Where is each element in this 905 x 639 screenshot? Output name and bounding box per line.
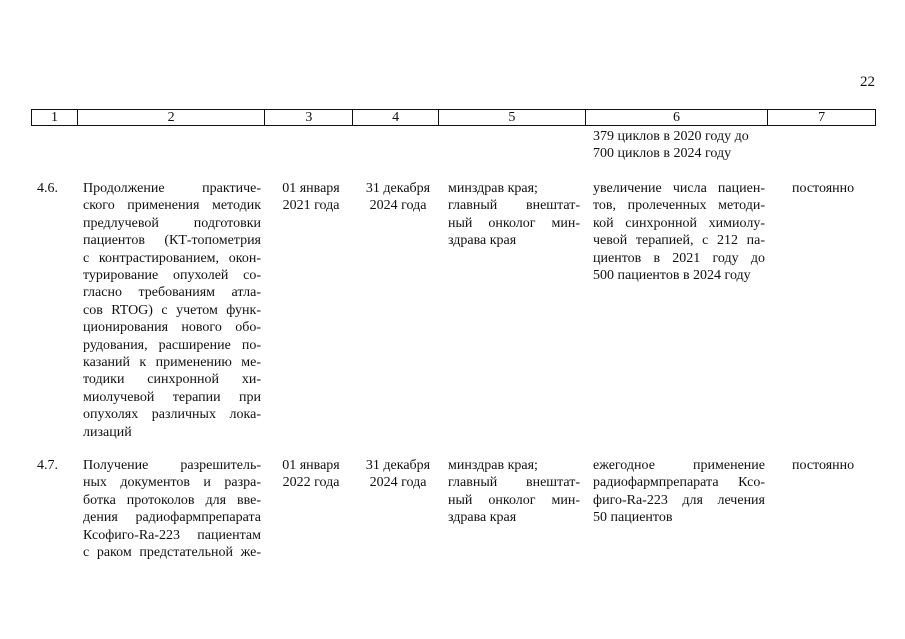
text-line: лизаций: [83, 424, 132, 440]
text-line: ежегодное применение: [593, 458, 765, 473]
measure-description: [83, 180, 261, 441]
text-line: ных документов и разра-: [83, 475, 261, 491]
text-line: Ксофиго-Ra-223 пациентам: [83, 527, 261, 543]
text-line: казаний к применению ме-: [83, 355, 261, 371]
column-number: 7: [818, 109, 826, 125]
text-line: увеличение числа пациен-: [593, 181, 765, 196]
text-line: предлучевой подготовки: [83, 215, 261, 231]
text-line: 01 января: [282, 458, 340, 473]
column-number-header: [31, 109, 876, 126]
text-line: чевой терапией, с 212 па-: [593, 233, 765, 249]
text-line: дения радиофармпрепарата: [83, 510, 261, 526]
text-line: здрава края: [448, 233, 517, 249]
text-line: ционирования нового обо-: [83, 320, 261, 336]
column-number: 6: [586, 110, 769, 125]
start-date: [270, 457, 352, 492]
text-line: 700 циклов в 2024 году: [593, 146, 732, 162]
column-number: 3: [265, 110, 353, 125]
text-line: ный онколог мин-: [448, 215, 580, 231]
text-line: с контрастированием, окон-: [83, 250, 261, 266]
text-line: минздрав края;: [448, 458, 538, 473]
text-line: турирование опухолей со-: [83, 268, 261, 284]
text-line: 01 января: [282, 181, 340, 196]
periodicity: постоянно: [792, 458, 855, 473]
text-line: сов RTOG) с учетом функ-: [83, 302, 261, 318]
continued-result-text: [593, 128, 775, 163]
end-date: [356, 180, 440, 215]
measure-description: [83, 457, 261, 561]
text-line: пациентов (КТ-топометрия: [83, 233, 261, 249]
text-line: здрава края: [448, 510, 517, 526]
text-line: радиофармпрепарата Ксо-: [593, 475, 765, 491]
text-line: 2021 года: [282, 198, 340, 214]
end-date: [356, 457, 440, 492]
text-line: миолучевой терапии при: [83, 389, 261, 405]
start-date: [270, 180, 352, 215]
text-line: 2022 года: [282, 475, 340, 491]
text-line: 31 декабря: [365, 181, 431, 196]
text-line: гласно требованиям атла-: [83, 285, 261, 301]
responsible-party: [448, 180, 580, 250]
text-line: тов, пролеченных методи-: [593, 198, 765, 214]
text-line: опухолях различных лока-: [83, 407, 261, 423]
text-line: 2024 года: [369, 475, 427, 491]
row-number: 4.7.: [37, 458, 58, 473]
column-number: 5: [439, 110, 586, 125]
text-line: 50 пациентов: [593, 510, 673, 526]
text-line: кой синхронной химиолу-: [593, 215, 765, 231]
text-line: циентов в 2021 году до: [593, 250, 765, 266]
text-line: 2024 года: [369, 198, 427, 214]
text-line: ского применения методик: [83, 198, 261, 214]
text-line: ный онколог мин-: [448, 492, 580, 508]
text-line: главный внештат-: [448, 198, 580, 214]
row-number: 4.6.: [37, 181, 58, 196]
text-line: 31 декабря: [365, 458, 431, 473]
text-line: Продолжение практиче-: [83, 181, 261, 196]
text-line: с раком предстательной же-: [83, 545, 261, 561]
text-line: ботка протоколов для вве-: [83, 492, 261, 508]
column-number: 2: [78, 110, 266, 125]
text-line: тодики синхронной хи-: [83, 372, 261, 388]
responsible-party: [448, 457, 580, 527]
text-line: главный внештат-: [448, 475, 580, 491]
periodicity: постоянно: [792, 181, 855, 196]
text-line: фиго-Ra-223 для лечения: [593, 492, 765, 508]
text-line: Получение разрешитель-: [83, 458, 261, 473]
expected-result: [593, 180, 765, 284]
expected-result: [593, 457, 765, 527]
text-line: 500 пациентов в 2024 году: [593, 268, 751, 284]
page-number: 22: [860, 74, 875, 90]
text-line: 379 циклов в 2020 году до: [593, 129, 749, 144]
column-number: 4: [353, 110, 439, 125]
text-line: минздрав края;: [448, 181, 538, 196]
text-line: рудования, расширение по-: [83, 337, 261, 353]
column-number: 1: [32, 110, 78, 125]
